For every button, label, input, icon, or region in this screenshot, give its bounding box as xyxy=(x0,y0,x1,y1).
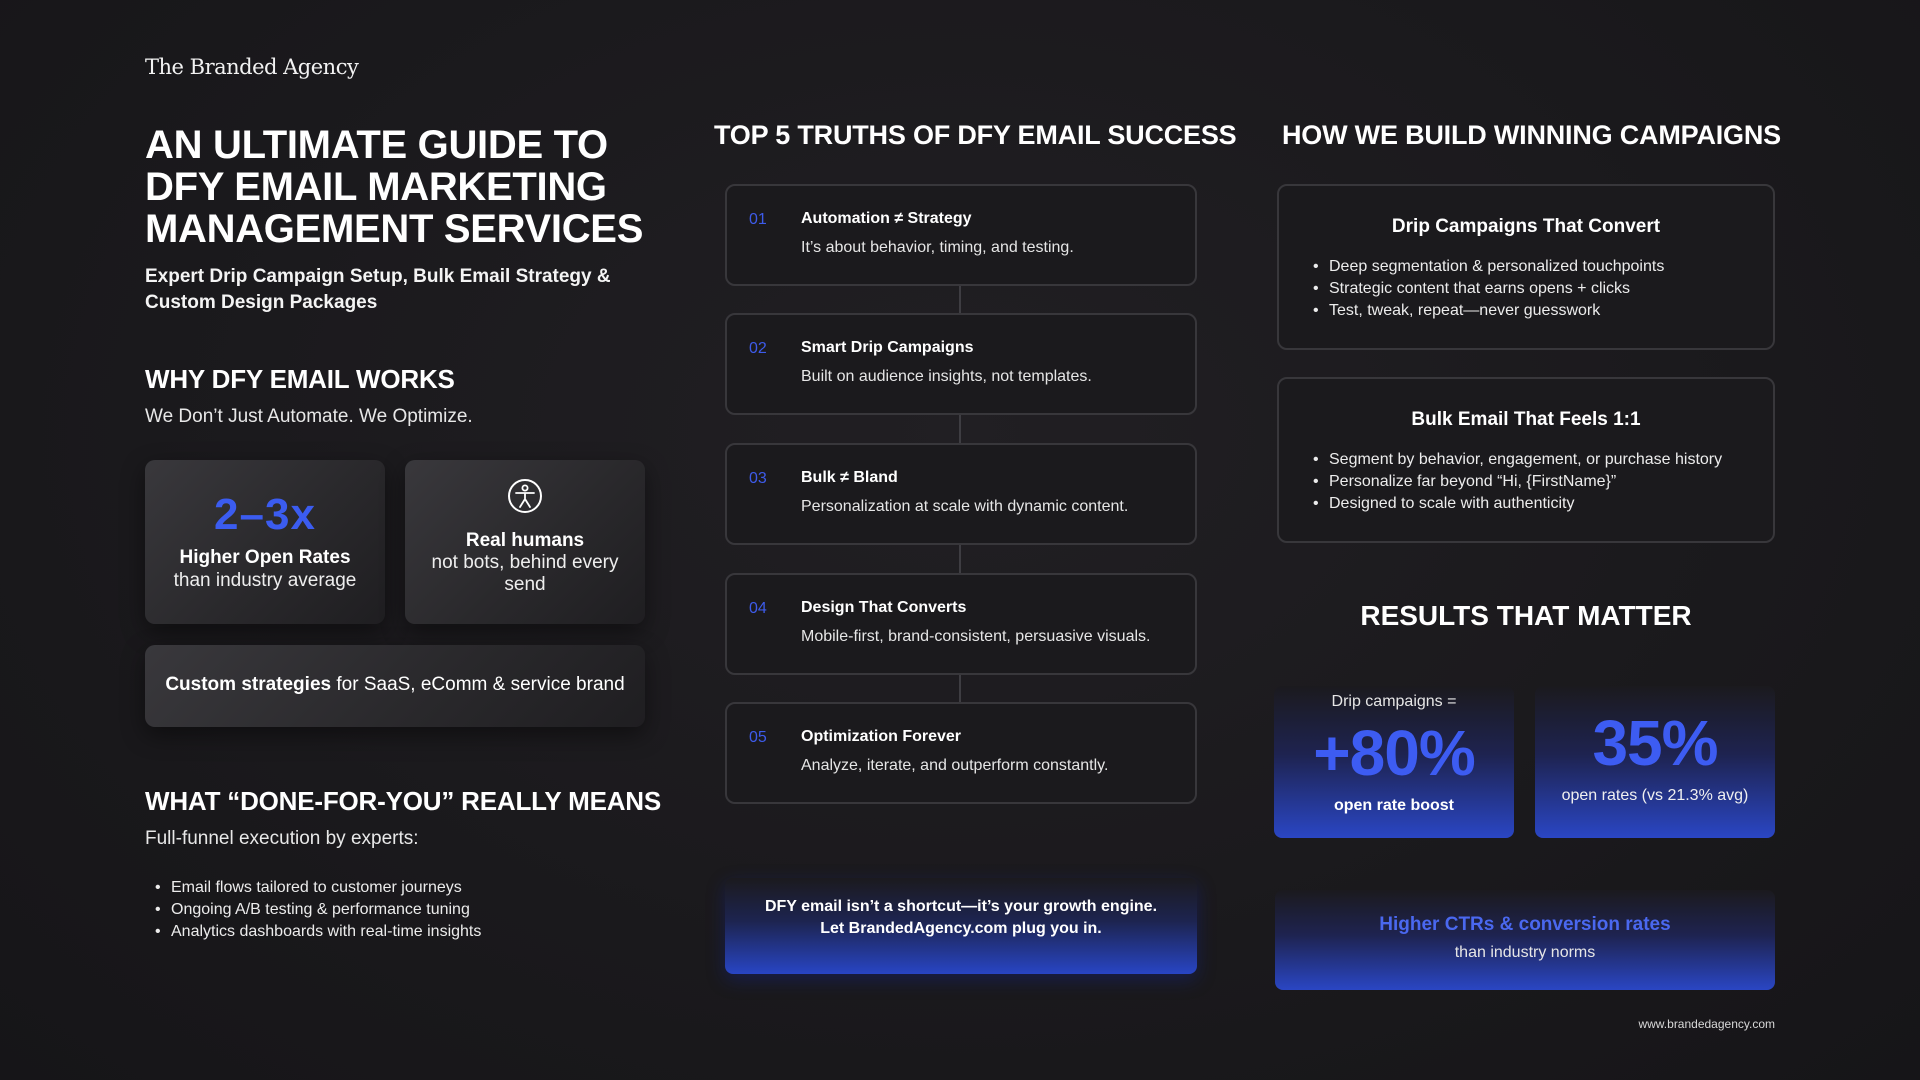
drip-result-card xyxy=(1274,686,1514,838)
list-item: • Strategic content that earns opens + clicks xyxy=(1311,278,1664,300)
truth-title: Bulk ≠ Bland xyxy=(801,469,898,486)
drip-result-caption: open rate boost xyxy=(1333,797,1454,814)
truth-desc: Built on audience insights, not templates. xyxy=(801,368,1092,385)
bulk-email-title: Bulk Email That Feels 1:1 xyxy=(1411,409,1641,430)
truth-number: 04 xyxy=(749,600,767,617)
list-item: • Personalize far beyond “Hi, {FirstName}” xyxy=(1311,471,1722,493)
open-rates-text: than industry average xyxy=(173,570,357,591)
banner-line-2: Let BrandedAgency.com plug you in. xyxy=(820,920,1102,937)
custom-strategies-text: for SaaS, eComm & service brand xyxy=(331,674,625,695)
truth-number: 02 xyxy=(749,340,767,357)
truth-number: 03 xyxy=(749,470,767,487)
results-heading: RESULTS THAT MATTER xyxy=(1360,600,1692,631)
ctr-result-text: than industry norms xyxy=(1454,944,1596,961)
done-list xyxy=(153,877,481,943)
list-item: • Segment by behavior, engagement, or purchase history xyxy=(1311,449,1722,471)
truth-desc: Personalization at scale with dynamic content. xyxy=(801,498,1129,515)
growth-engine-banner xyxy=(725,878,1197,974)
truth-card-03 xyxy=(725,443,1197,545)
connector-line xyxy=(959,675,961,702)
list-item: • Test, tweak, repeat—never guesswork xyxy=(1311,300,1664,322)
truth-card-02 xyxy=(725,313,1197,415)
truth-title: Design That Converts xyxy=(801,599,967,616)
open-rates-value: 2–3x xyxy=(214,490,316,539)
custom-strategies-card xyxy=(145,645,645,727)
list-item: • Deep segmentation & personalized touchpoints xyxy=(1311,256,1664,278)
ctr-result-card xyxy=(1275,890,1775,990)
ctr-result-title: Higher CTRs & conversion rates xyxy=(1379,914,1671,935)
done-heading: WHAT “DONE-FOR-YOU” REALLY MEANS xyxy=(145,786,662,816)
drip-campaigns-title: Drip Campaigns That Convert xyxy=(1391,216,1661,237)
drip-result-label: Drip campaigns = xyxy=(1331,693,1457,710)
truth-title: Smart Drip Campaigns xyxy=(801,339,974,356)
open-rates-title: Higher Open Rates xyxy=(179,547,351,568)
page-title: AN ULTIMATE GUIDE TO DFY EMAIL MARKETING MANAGEMENT SERVICES xyxy=(145,123,644,251)
bulk-email-box xyxy=(1277,377,1775,543)
banner-line-1: DFY email isn’t a shortcut—it’s your growth engine. xyxy=(764,898,1158,915)
truth-title: Optimization Forever xyxy=(801,728,962,745)
drip-result-value: +80% xyxy=(1313,717,1475,789)
truth-card-01 xyxy=(725,184,1197,286)
page-subtitle: Expert Drip Campaign Setup, Bulk Email Strategy & Custom Design Packages xyxy=(145,266,611,313)
truth-number: 01 xyxy=(749,211,767,228)
truths-heading: TOP 5 TRUTHS OF DFY EMAIL SUCCESS xyxy=(714,120,1237,150)
done-subheading: Full-funnel execution by experts: xyxy=(145,828,419,849)
truth-card-05 xyxy=(725,702,1197,804)
real-humans-card xyxy=(405,460,645,624)
person-icon xyxy=(507,478,543,514)
open-rate-result-value: 35% xyxy=(1592,707,1718,779)
truth-title: Automation ≠ Strategy xyxy=(801,210,972,227)
open-rate-result-card xyxy=(1535,686,1775,838)
drip-campaigns-list xyxy=(1311,256,1664,322)
open-rates-card xyxy=(145,460,385,624)
truth-desc: Analyze, iterate, and outperform constantly. xyxy=(801,757,1109,774)
custom-strategies-bold: Custom strategies xyxy=(165,674,332,695)
truth-number: 05 xyxy=(749,729,767,746)
real-humans-text: not bots, behind every send xyxy=(431,552,619,595)
footer-url: www.brandedagency.com xyxy=(1638,1017,1775,1031)
open-rate-result-caption: open rates (vs 21.3% avg) xyxy=(1561,787,1749,804)
list-item: • Analytics dashboards with real-time insights xyxy=(153,921,481,943)
truth-desc: It’s about behavior, timing, and testing. xyxy=(801,239,1074,256)
why-subheading: We Don’t Just Automate. We Optimize. xyxy=(145,406,473,427)
real-humans-title: Real humans xyxy=(465,530,585,551)
truth-card-04 xyxy=(725,573,1197,675)
connector-line xyxy=(959,415,961,443)
list-item: • Email flows tailored to customer journeys xyxy=(153,877,481,899)
connector-line xyxy=(959,545,961,573)
bulk-email-list xyxy=(1311,449,1722,515)
why-heading: WHY DFY EMAIL WORKS xyxy=(145,364,455,394)
truth-desc: Mobile-first, brand-consistent, persuasive visuals. xyxy=(801,628,1151,645)
brand-logo: The Branded Agency xyxy=(145,55,359,79)
connector-line xyxy=(959,286,961,313)
drip-campaigns-box xyxy=(1277,184,1775,350)
build-heading: HOW WE BUILD WINNING CAMPAIGNS xyxy=(1282,120,1781,150)
list-item: • Designed to scale with authenticity xyxy=(1311,493,1722,515)
list-item: • Ongoing A/B testing & performance tuning xyxy=(153,899,481,921)
